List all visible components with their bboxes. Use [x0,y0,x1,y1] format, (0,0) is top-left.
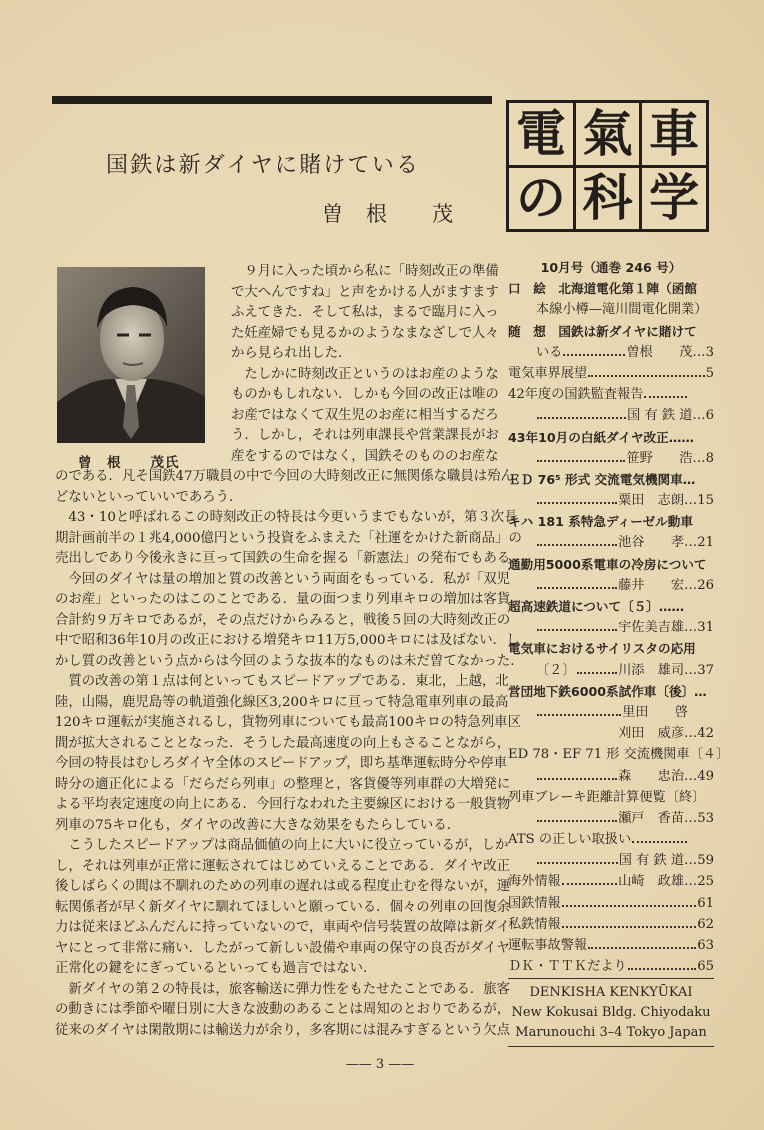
toc-entry [508,617,714,638]
toc-entry [508,660,714,681]
body-text-line: ふえてきた．そして私は，まるで臨月に入っ [231,305,499,320]
dot-leader [537,714,621,716]
body-text-line: 産をするのではなく，国鉄そのもののお産な [231,448,499,464]
dot-leader [628,968,697,970]
article-author: 曽 根 茂 [322,202,454,226]
dot-leader [537,629,617,631]
toc-entry [508,554,714,575]
body-text-line: どないといっていいであろう． [55,489,243,505]
toc-entry-title: ＤＫ・ＴＴＫだより [508,959,627,975]
page-number: —— 3 —— [345,1057,415,1072]
toc-entry [508,871,714,892]
dot-leader [537,587,617,589]
dot-leader [562,926,696,928]
toc-entry-title: 電気車におけるサイリスタの応用 [508,641,696,657]
toc-entry [508,766,714,787]
toc-entry [508,363,714,384]
body-text-line: こうしたスピードアップは商品価値の向上に大いに役立っているが，しか [55,838,509,853]
body-text-line: 今回のダイヤは量の増加と質の改善という両面をもっている．私が「双児 [55,571,511,587]
body-text-line: たしかに時刻改正というのはお産のような [231,366,499,382]
body-text-line: 力は従来ほどふんだんに持っていないので，車両や信号装置の故障は新ダイ [55,920,510,935]
toc-entry-title: 超高速鉄道について〔５〕…… [508,599,685,614]
body-text-line: ９月に入った頃から私に「時刻改正の準備 [231,264,499,279]
body-text-line: 後しばらくの間は不馴れのための列車の遅れは或る程度止むを得ないが，運 [55,879,511,894]
logo-char: 氣 [576,103,640,165]
toc-entry-author-page: 61 [697,895,714,911]
dot-leader [577,672,618,674]
body-text-line: 従来のダイヤは閑散期には輸送力が余り，多客期には混みすぎるという欠点 [55,1022,511,1038]
toc-entry-author-page: 5 [705,365,714,381]
toc-entry [508,935,714,956]
toc-entry [508,511,714,532]
body-text-line: 質の改善の第１点は何といってもスピードアップである．東北，上越，北 [55,674,509,689]
toc-entry [508,427,714,448]
toc-entry-title: ATS の正しい取扱い [508,832,632,848]
toc-entry [508,405,714,426]
toc-entry-author-page: 国 有 鉄 道…6 [627,408,714,424]
body-text-line: う．しかし，それは列車課長や営業課長がお [231,428,499,443]
toc-entry-author-page: 刈田 威彦…42 [618,726,714,742]
toc-entry [508,702,714,723]
publisher-name: DENKISHA KENKYŪKAI [529,985,693,1000]
body-text-line: 中で昭和36年10月の改正における増発キロ11万5,000キロには及ばない．し [55,633,520,648]
toc-entry [508,808,714,829]
toc-entry-title: 営団地下鉄6000系試作車〔後〕… [508,683,707,699]
dot-leader [537,778,617,780]
body-text-line: 43・10と呼ばれるこの時刻改正の特長は今更いうまでもないが，第３次長 [55,510,518,525]
toc-entry-title: ＥＤ 76⁵ 形式 交流電気機関車… [508,471,696,487]
toc-entry-title: 10月号（通巻 246 号） [540,260,682,275]
logo-char: 科 [576,168,640,230]
body-text-line: お産ではなくて双生児のお産に相当するだろ [231,407,499,423]
toc-entry-author-page: 藤井 宏…26 [618,577,714,593]
dot-leader [562,883,617,885]
body-text-line: から見られ出した． [231,346,352,361]
body-text-line: の動きには季節や曜日別に大きな波動のあることは周知のとおりであるが， [55,1002,511,1017]
toc-entry-author-page: 森 忠治…49 [618,768,714,784]
toc-entry-author-page: 川添 雄司…37 [618,662,714,678]
body-text-line: かし質の改善という点からは今回のような抜本的なものは未だ曽てなかった． [55,653,524,669]
body-text-line: のである．凡そ国鉄47万職員の中で今回の大時刻改正に無関係な職員は殆ん [55,469,514,484]
toc-entry-title: いる [536,344,563,360]
magazine-logo [506,100,709,232]
toc-entry [508,744,730,765]
toc-entry-author-page: 里田 啓 [622,704,688,720]
toc-entry-title: 43年10月の白紙ダイヤ改正…… [508,429,694,445]
toc-entry-title: キハ 181 系特急ディーゼル動車 [508,514,693,530]
logo-char: の [509,168,573,230]
table-of-contents [508,257,730,977]
body-text-line: 正常化の鍵をにぎっているといっても過言ではない． [55,961,377,976]
logo-char: 学 [642,168,706,230]
toc-entry [508,723,714,744]
toc-entry-author-page: 池谷 孝…21 [618,535,714,551]
toc-entry-author-page: 粟田 志朗…15 [618,493,714,509]
dot-leader [537,820,617,822]
toc-entry [508,914,714,935]
toc-entry-author-page: 曽根 茂…3 [626,344,714,360]
toc-entry-title: 私鉄情報 [508,916,561,932]
body-text-line: ものかもしれない．しかも今回の改正は唯の [231,387,499,402]
toc-entry-author-page: 63 [697,938,714,953]
toc-entry [508,384,714,405]
toc-entry [508,532,714,553]
toc-entry-author-page: 瀬戸 香苗…53 [618,810,714,826]
body-text-line: 今回の特長はむしろダイヤ全体のスピードアップ，即ち基準運転時分や停車 [55,756,508,771]
toc-entry-title: 随 想 国鉄は新ダイヤに賭けて [508,323,697,339]
toc-entry-title: 運転事故警報 [508,938,588,953]
body-text-line: 時分の適正化による「だらだら列車」の整理と，客貨優等列車群の大増発に [55,776,511,792]
toc-entry-title: 国鉄情報 [508,895,561,911]
body-text-line: 合計約９万キロであるが，その点だけからみると，戦後５回の大時刻改正の [55,612,511,628]
photo-caption: 曾 根 茂氏 [78,455,180,471]
article-body [55,262,524,1041]
toc-entry-title: 海外情報 [508,874,561,890]
logo-char: 車 [642,103,706,165]
toc-entry [508,469,714,490]
toc-entry-title: 本線小樽—滝川間電化開業） [536,302,708,318]
toc-entry-author-page: 山崎 政雄…25 [618,874,714,890]
toc-entry-author-page: 笹野 浩…8 [626,450,714,466]
toc-entry-author-page: 65 [697,959,714,975]
dot-leader [632,841,687,843]
body-text-line: 陸，山陽，鹿児島等の軌道強化線区3,200キロに亘って特急電車列車の最高 [55,694,509,710]
toc-entry-title: 電気車界展望 [508,365,588,381]
dot-leader [644,396,687,398]
body-text-line: た妊産婦でも見るかのようなまなざしで人々 [231,325,499,341]
body-text-line: で大へんですね」と声をかける人がますます [231,284,499,300]
toc-entry-title: ED 78・EF 71 形 交流機関車〔４〕 [508,747,730,763]
dot-leader [537,460,625,462]
body-text-line: のお産」といったのはこのことである．量の面つまり列車キロの増加は客貨 [55,592,511,607]
toc-entry-title: 列車ブレーキ距離計算便覧〔終〕 [508,789,706,805]
publisher-info [508,978,714,1047]
dot-leader [588,947,696,949]
body-text-line: 期計画前半の１兆4,000億円という投資をふまえた「社運をかけた新商品」の [55,530,522,546]
body-text-line: 売出しであり今後永きに亘って国鉄の生命を握る「新憲法」の発布でもある． [55,551,524,566]
body-text-line: ヤにとって非常に痛い．したがって新しい設備や車両の保守の良否がダイヤ [55,940,510,956]
body-text-line: 新ダイヤの第２の特長は，旅客輸送に弾力性をもたせたことである．旅客 [55,981,511,997]
body-text-line: 間が拡大されることとなった．そうした最高速度の向上もさることながら， [55,735,511,751]
toc-entry-title: 通勤用5000系電車の冷房について [508,556,707,572]
toc-entry-title: 口 絵 北海道電化第１陣（函館 [508,281,697,297]
toc-entry-author-page: 宇佐美吉雄…31 [618,620,714,636]
dot-leader [562,905,696,907]
toc-entry [508,956,714,977]
publisher-address-line: New Kokusai Bldg. Chiyodaku [511,1005,711,1020]
dot-leader [537,502,617,504]
toc-entry-title: 〔２〕 [536,662,576,678]
body-text-line: し，それは列車が正常に運転されてはじめていえることである．ダイヤ改正 [55,858,511,874]
toc-entry [508,257,714,278]
dot-leader [537,544,617,546]
body-text-line: 列車の75キロ化も，ダイヤの改善に大きな効果をもたらしている． [55,817,461,833]
toc-entry-author-page: 国 有 鉄 道…59 [618,853,714,869]
toc-entry [508,681,714,702]
toc-entry [508,342,714,363]
toc-entry [508,278,714,299]
article-title: 国鉄は新ダイヤに賭けている [106,153,421,178]
toc-entry-author-page: 62 [697,916,714,932]
toc-entry [508,299,714,320]
toc-entry [508,850,714,871]
dot-leader [537,862,618,864]
toc-entry [508,893,714,914]
dot-leader [537,417,626,419]
toc-entry [508,575,714,596]
toc-entry [508,829,714,850]
body-text-line: 転関係者が早く新ダイヤに馴れてほしいと願っている．個々の列車の回復余 [55,899,511,915]
toc-entry [508,490,714,511]
dot-leader [588,375,704,377]
toc-entry [508,596,714,617]
toc-entry [508,321,714,342]
body-text-line: 120キロ運転が実施されるし，貨物列車についても最高100キロの特急列車区 [55,715,521,730]
publisher-address-line: Marunouchi 3–4 Tokyo Japan [515,1025,707,1040]
toc-entry [508,638,714,659]
toc-entry [508,787,714,808]
dot-leader [563,354,625,356]
toc-entry-title: 42年度の国鉄監査報告 [508,387,644,403]
logo-char: 電 [509,103,573,165]
header-rule [52,96,492,104]
body-text-line: よる平均表定速度の向上にある．今回行なわれた主要線区における一般貨物 [55,797,511,812]
toc-entry [508,448,714,469]
